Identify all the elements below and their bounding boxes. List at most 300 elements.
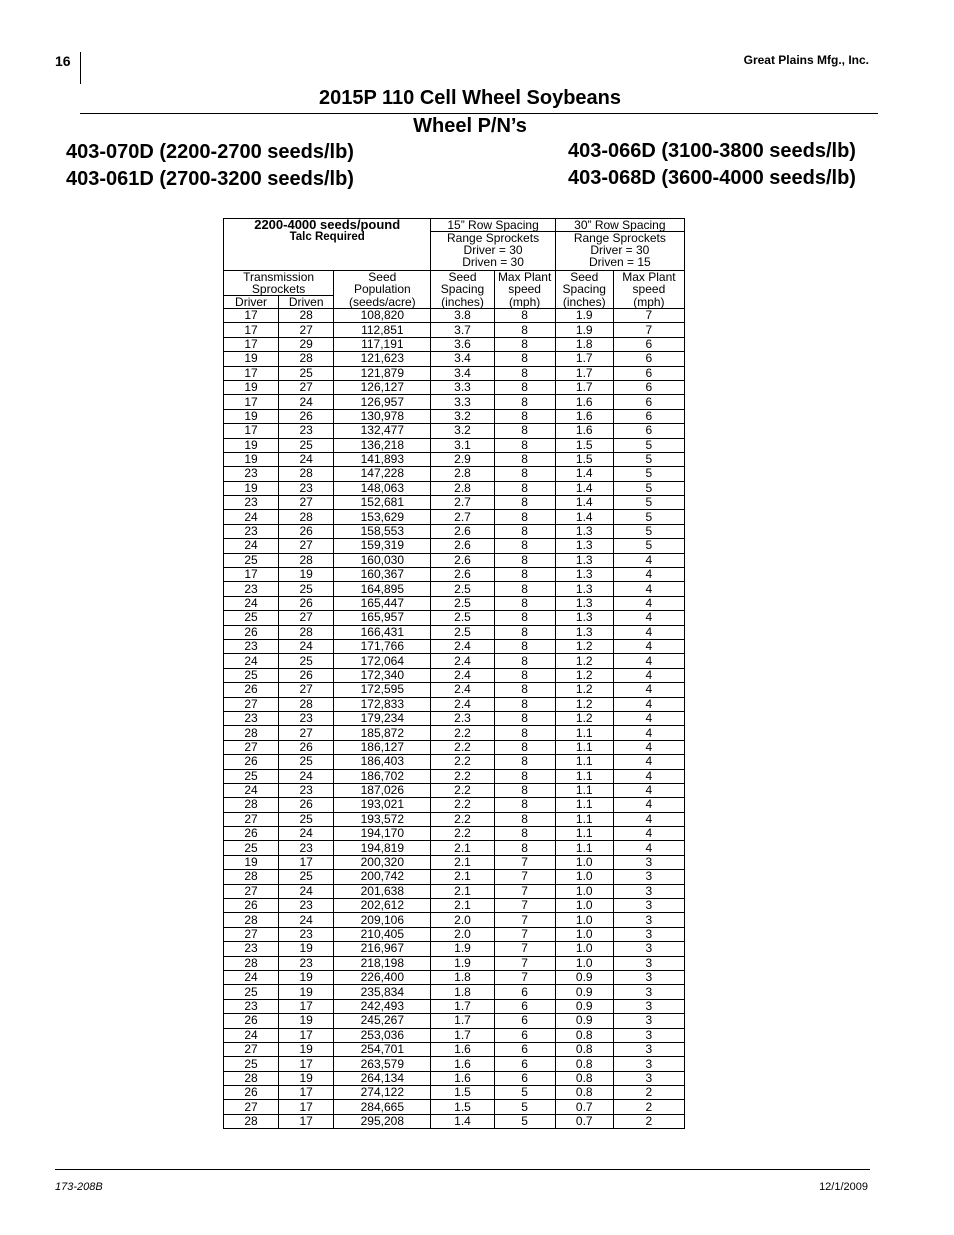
driven-cell: 25 [279,812,334,826]
max-speed-30-cell: 4 [613,783,684,797]
driver-cell: 17 [224,568,279,582]
seed-spacing-15-cell: 2.0 [431,927,494,941]
max-speed-15-cell: 8 [494,409,555,423]
seed-population-cell: 121,623 [334,352,431,366]
seed-spacing-30-cell: 1.0 [555,956,613,970]
table-row [224,309,685,323]
max-speed-15-cell: 6 [494,999,555,1013]
table-row [224,927,685,941]
table-row [224,510,685,524]
seed-spacing-30-cell: 1.9 [555,323,613,337]
driven-cell: 23 [279,899,334,913]
max-speed-30-cell: 4 [613,827,684,841]
driven-cell: 27 [279,539,334,553]
table-row [224,855,685,869]
seed-spacing-30-cell: 1.1 [555,726,613,740]
max-speed-15-header [494,271,555,296]
seed-spacing-30-cell: 1.8 [555,337,613,351]
driver-cell: 24 [224,539,279,553]
driven-cell: 25 [279,366,334,380]
driver-cell: 23 [224,582,279,596]
table-row [224,366,685,380]
driven-cell: 19 [279,1042,334,1056]
driver-cell: 25 [224,668,279,682]
driven-cell: 23 [279,783,334,797]
max-speed-30-cell: 3 [613,1057,684,1071]
table-row [224,1086,685,1100]
seed-population-cell: 152,681 [334,496,431,510]
seed-spacing-30-cell: 1.4 [555,481,613,495]
max-speed-15-cell: 8 [494,769,555,783]
driver-cell: 28 [224,1114,279,1128]
max-speed-15-cell: 5 [494,1100,555,1114]
max-speed-15-cell: 8 [494,366,555,380]
driven-cell: 23 [279,424,334,438]
driver-cell: 17 [224,424,279,438]
max-speed-30-cell: 2 [613,1100,684,1114]
driven-cell: 28 [279,352,334,366]
table-row [224,783,685,797]
max-speed-15-cell: 8 [494,740,555,754]
seed-spacing-15-cell: 2.1 [431,855,494,869]
range-label: Range Sprockets [447,231,540,245]
max-speed-30-cell: 4 [613,697,684,711]
driven-cell: 25 [279,582,334,596]
driver-cell: 27 [224,884,279,898]
driven-cell: 27 [279,496,334,510]
seed-spacing-30-cell: 1.3 [555,582,613,596]
table-row [224,913,685,927]
driver-cell: 17 [224,395,279,409]
seed-population-cell: 117,191 [334,337,431,351]
title-rule [80,113,878,114]
seed-spacing-30-cell: 1.2 [555,711,613,725]
table-row [224,999,685,1013]
table-row [224,740,685,754]
seed-population-cell: 201,638 [334,884,431,898]
seed-population-cell: 185,872 [334,726,431,740]
seed-spacing-15-cell: 3.1 [431,438,494,452]
seed-spacing-15-cell: 1.6 [431,1071,494,1085]
range-sprockets-15 [431,232,555,271]
table-row [224,697,685,711]
group-note: Talc Required [289,231,365,243]
seed-spacing-15-cell: 2.7 [431,510,494,524]
table-row [224,596,685,610]
seed-population-cell: 202,612 [334,899,431,913]
seed-spacing-15-cell: 1.7 [431,1014,494,1028]
seed-population-cell: 187,026 [334,783,431,797]
seed-population-cell: 210,405 [334,927,431,941]
seed-spacing-30-cell: 1.1 [555,798,613,812]
seed-spacing-15-cell: 2.5 [431,611,494,625]
seed-population-cell: 194,170 [334,827,431,841]
seed-population-cell: 179,234 [334,711,431,725]
driver-cell: 17 [224,323,279,337]
driven-cell: 24 [279,769,334,783]
seed-spacing-30-cell: 1.6 [555,409,613,423]
seed-spacing-15-cell: 2.5 [431,625,494,639]
seed-spacing-15-cell: 2.2 [431,783,494,797]
driven-cell: 17 [279,855,334,869]
seed-spacing-15-cell: 2.2 [431,798,494,812]
driver-cell: 26 [224,827,279,841]
seed-spacing-15-cell: 1.6 [431,1042,494,1056]
driver-cell: 27 [224,740,279,754]
max-speed-15-cell: 8 [494,582,555,596]
seed-spacing-15-cell: 3.8 [431,309,494,323]
seed-population-cell: 172,833 [334,697,431,711]
driven-cell: 28 [279,697,334,711]
seed-population-cell: 172,064 [334,654,431,668]
driven-header: Driven [279,296,334,309]
max-speed-30-cell: 7 [613,309,684,323]
driver-cell: 23 [224,942,279,956]
max-speed-30-cell: 6 [613,352,684,366]
header-line: Max Plant [497,270,552,284]
seed-spacing-15-cell: 3.6 [431,337,494,351]
seed-population-header [334,271,431,296]
seed-spacing-15-cell: 1.8 [431,970,494,984]
driver-cell: 25 [224,553,279,567]
seed-population-cell: 245,267 [334,1014,431,1028]
seed-population-cell: 295,208 [334,1114,431,1128]
max-speed-15-cell: 8 [494,496,555,510]
header-divider [80,52,81,84]
max-speed-30-cell: 4 [613,639,684,653]
seed-spacing-30-cell: 1.0 [555,942,613,956]
max-speed-30-cell: 4 [613,726,684,740]
seed-spacing-15-cell: 2.4 [431,697,494,711]
seed-spacing-30-cell: 1.0 [555,884,613,898]
max-speed-15-cell: 8 [494,323,555,337]
driver-cell: 26 [224,899,279,913]
header-line: speed [632,282,666,296]
max-speed-15-cell: 8 [494,668,555,682]
driver-cell: 26 [224,625,279,639]
max-speed-15-cell: 8 [494,352,555,366]
seed-spacing-15-cell: 1.9 [431,942,494,956]
driven-cell: 25 [279,654,334,668]
driven-cell: 25 [279,438,334,452]
max-speed-15-cell: 8 [494,683,555,697]
table-row [224,798,685,812]
driven-cell: 27 [279,683,334,697]
max-speed-30-cell: 4 [613,611,684,625]
seed-spacing-15-cell: 2.4 [431,639,494,653]
driver-cell: 25 [224,611,279,625]
seed-spacing-30-cell: 1.1 [555,783,613,797]
driven-cell: 24 [279,395,334,409]
seed-population-cell: 186,127 [334,740,431,754]
seed-spacing-15-cell: 2.1 [431,899,494,913]
driven-cell: 19 [279,985,334,999]
seed-population-cell: 171,766 [334,639,431,653]
driver-cell: 25 [224,1057,279,1071]
header-line: Max Plant [622,270,676,284]
max-speed-15-cell: 8 [494,524,555,538]
max-speed-30-cell: 4 [613,654,684,668]
driver-cell: 23 [224,467,279,481]
page-title: 2015P 110 Cell Wheel Soybeans [318,87,622,109]
max-speed-30-cell: 4 [613,596,684,610]
driven-cell: 23 [279,711,334,725]
max-speed-15-cell: 8 [494,510,555,524]
seed-spacing-15-cell: 2.1 [431,870,494,884]
range-label: Range Sprockets [573,231,666,245]
max-speed-30-cell: 3 [613,1014,684,1028]
table-row [224,625,685,639]
seed-rate-table [223,218,685,1129]
max-speed-30-cell: 4 [613,568,684,582]
seed-spacing-30-cell: 1.3 [555,611,613,625]
max-speed-15-cell: 7 [494,913,555,927]
seed-population-cell: 242,493 [334,999,431,1013]
table-row [224,1042,685,1056]
seed-spacing-30-cell: 1.4 [555,467,613,481]
seed-population-cell: 108,820 [334,309,431,323]
driven-cell: 28 [279,553,334,567]
driven-cell: 17 [279,1086,334,1100]
seed-spacing-30-cell: 0.7 [555,1114,613,1128]
driver-cell: 19 [224,452,279,466]
seed-spacing-15-cell: 1.5 [431,1086,494,1100]
seed-spacing-15-cell: 3.7 [431,323,494,337]
seed-spacing-30-cell: 1.1 [555,740,613,754]
driver-cell: 26 [224,1086,279,1100]
driven-cell: 19 [279,568,334,582]
max-speed-30-cell: 3 [613,1042,684,1056]
seed-population-cell: 121,879 [334,366,431,380]
seed-spacing-15-cell: 2.2 [431,769,494,783]
part-number: 403-070D (2200-2700 seeds/lb) [66,141,354,163]
max-speed-15-cell: 7 [494,870,555,884]
max-speed-15-cell: 8 [494,568,555,582]
seed-population-cell: 263,579 [334,1057,431,1071]
footer-rule [55,1169,870,1170]
seed-spacing-30-cell: 1.3 [555,625,613,639]
table-row [224,1114,685,1128]
driven-cell: 24 [279,827,334,841]
table-row [224,1100,685,1114]
header-line: Spacing [440,282,485,296]
driven-cell: 27 [279,611,334,625]
range-driver: Driver = 30 [463,243,523,257]
range-sprockets-30 [555,232,684,271]
table-row [224,496,685,510]
table-row [224,467,685,481]
seed-spacing-30-cell: 1.2 [555,654,613,668]
seed-population-cell: 193,572 [334,812,431,826]
max-speed-15-cell: 8 [494,827,555,841]
max-speed-15-cell: 6 [494,1071,555,1085]
max-speed-15-cell: 8 [494,337,555,351]
seed-spacing-15-cell: 2.0 [431,913,494,927]
driven-cell: 17 [279,1028,334,1042]
seed-population-cell: 126,127 [334,380,431,394]
driver-header: Driver [224,296,279,309]
table-row [224,668,685,682]
seed-spacing-30-cell: 1.1 [555,812,613,826]
seed-spacing-30-cell: 1.2 [555,697,613,711]
table-row [224,1028,685,1042]
seed-population-cell: 136,218 [334,438,431,452]
driver-cell: 27 [224,812,279,826]
max-speed-30-cell: 4 [613,553,684,567]
seed-population-cell: 160,367 [334,568,431,582]
table-row [224,438,685,452]
max-speed-30-cell: 4 [613,582,684,596]
driven-cell: 19 [279,1014,334,1028]
max-speed-15-cell: 7 [494,956,555,970]
max-speed-30-cell: 5 [613,496,684,510]
seed-spacing-30-cell: 1.7 [555,366,613,380]
seed-spacing-15-cell: 1.4 [431,1114,494,1128]
seed-spacing-30-header [555,271,613,296]
seed-spacing-15-cell: 2.2 [431,812,494,826]
driven-cell: 28 [279,625,334,639]
seed-spacing-15-cell: 3.2 [431,409,494,423]
max-speed-15-cell: 8 [494,309,555,323]
max-speed-30-cell: 4 [613,841,684,855]
seed-population-cell: 193,021 [334,798,431,812]
seed-spacing-15-cell: 3.2 [431,424,494,438]
driver-cell: 19 [224,352,279,366]
driven-cell: 29 [279,337,334,351]
max-speed-30-cell: 6 [613,337,684,351]
max-speed-30-cell: 4 [613,812,684,826]
max-speed-15-cell: 8 [494,539,555,553]
max-speed-15-cell: 6 [494,1042,555,1056]
max-speed-15-cell: 7 [494,884,555,898]
transmission-sprockets-header [224,271,334,296]
max-speed-15-cell: 8 [494,452,555,466]
seed-spacing-15-cell: 2.6 [431,568,494,582]
seed-spacing-30-cell: 0.8 [555,1028,613,1042]
seed-spacing-15-cell: 3.3 [431,380,494,394]
table-row [224,639,685,653]
driven-cell: 26 [279,668,334,682]
driven-cell: 17 [279,1114,334,1128]
header-line: speed [508,282,541,296]
seed-population-cell: 235,834 [334,985,431,999]
seed-population-cell: 159,319 [334,539,431,553]
driven-cell: 23 [279,956,334,970]
seed-spacing-15-cell: 2.2 [431,740,494,754]
max-speed-30-cell: 5 [613,539,684,553]
row-spacing-15-header: 15” Row Spacing [431,219,555,232]
max-speed-15-cell: 8 [494,812,555,826]
company-name: Great Plains Mfg., Inc. [743,53,869,67]
max-speed-30-cell: 5 [613,438,684,452]
seed-population-cell: 172,340 [334,668,431,682]
seed-population-cell: 165,957 [334,611,431,625]
max-speed-30-cell: 3 [613,913,684,927]
header-line: Transmission [243,270,315,284]
seed-spacing-30-cell: 0.7 [555,1100,613,1114]
seed-population-cell: 148,063 [334,481,431,495]
table-row [224,452,685,466]
seed-spacing-15-cell: 2.5 [431,582,494,596]
max-speed-15-cell: 6 [494,1014,555,1028]
seed-spacing-15-cell: 2.1 [431,884,494,898]
driver-cell: 23 [224,524,279,538]
driver-cell: 17 [224,366,279,380]
driver-cell: 24 [224,654,279,668]
seed-spacing-30-cell: 0.9 [555,970,613,984]
table-row [224,1071,685,1085]
max-speed-15-cell: 8 [494,395,555,409]
seed-spacing-30-cell: 1.0 [555,899,613,913]
table-row [224,870,685,884]
table-row [224,812,685,826]
table-row [224,956,685,970]
max-speed-15-cell: 8 [494,438,555,452]
range-driven: Driven = 30 [462,255,524,269]
driver-cell: 27 [224,927,279,941]
driver-cell: 28 [224,956,279,970]
seed-spacing-30-cell: 1.5 [555,438,613,452]
seed-population-cell: 172,595 [334,683,431,697]
seed-population-cell: 166,431 [334,625,431,639]
table-row [224,481,685,495]
header-line: Seed [368,270,397,284]
group-title: 2200-4000 seeds/pound [254,217,401,232]
max-speed-15-cell: 7 [494,970,555,984]
seed-population-cell: 165,447 [334,596,431,610]
driven-cell: 17 [279,999,334,1013]
seed-spacing-30-cell: 1.4 [555,510,613,524]
table-row [224,1057,685,1071]
part-number: 403-068D (3600-4000 seeds/lb) [568,167,856,189]
header-line: Seed [448,270,477,284]
seed-spacing-30-cell: 1.2 [555,639,613,653]
max-speed-15-cell: 8 [494,798,555,812]
inches-unit: (inches) [431,296,494,309]
seed-spacing-15-cell: 2.4 [431,654,494,668]
seed-spacing-15-cell: 2.8 [431,467,494,481]
driver-cell: 26 [224,1014,279,1028]
driver-cell: 25 [224,769,279,783]
seed-spacing-15-header [431,271,494,296]
max-speed-30-cell: 4 [613,769,684,783]
max-speed-15-cell: 6 [494,985,555,999]
seed-spacing-30-cell: 1.2 [555,668,613,682]
max-speed-30-cell: 5 [613,467,684,481]
seed-population-cell: 160,030 [334,553,431,567]
driver-cell: 23 [224,711,279,725]
seed-spacing-30-cell: 0.9 [555,999,613,1013]
seed-population-cell: 218,198 [334,956,431,970]
max-speed-15-cell: 6 [494,1057,555,1071]
table-row [224,683,685,697]
driver-cell: 25 [224,985,279,999]
seed-spacing-30-cell: 1.1 [555,827,613,841]
max-speed-15-cell: 8 [494,380,555,394]
range-driver: Driver = 30 [590,243,650,257]
driver-cell: 19 [224,409,279,423]
max-speed-30-cell: 3 [613,985,684,999]
driven-cell: 24 [279,913,334,927]
page-subtitle: Wheel P/N’s [413,115,527,137]
driven-cell: 23 [279,481,334,495]
seed-spacing-30-cell: 1.3 [555,524,613,538]
seed-spacing-30-cell: 1.1 [555,841,613,855]
seed-population-cell: 158,553 [334,524,431,538]
seed-spacing-30-cell: 0.9 [555,1014,613,1028]
driven-cell: 26 [279,524,334,538]
driver-cell: 28 [224,1071,279,1085]
